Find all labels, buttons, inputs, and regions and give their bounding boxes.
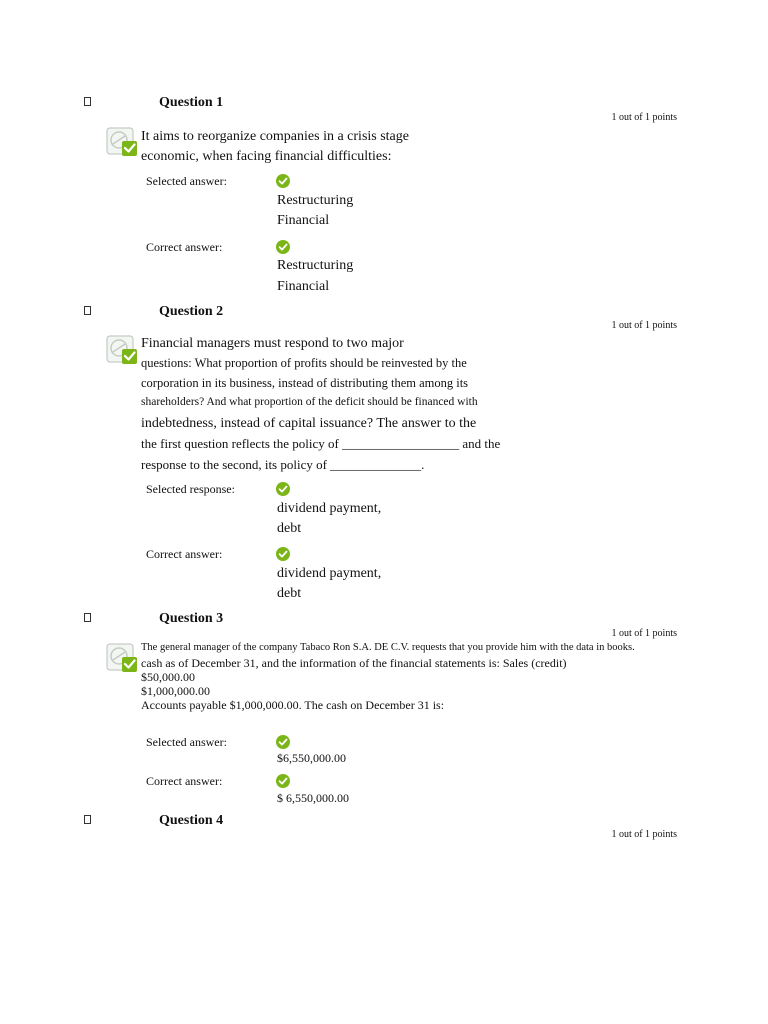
correct-answer-text: Financial (277, 279, 330, 294)
graded-correct-icon (106, 643, 138, 673)
selected-answer-text: dividend payment, (277, 501, 382, 516)
selected-answer-label: Selected answer: (146, 174, 227, 188)
graded-correct-icon (106, 127, 138, 157)
correct-answer-label: Correct answer: (146, 547, 223, 561)
question-text: The general manager of the company Tabaco Ron S.A. DE C.V. requests that you provide him with the data in books. (141, 642, 635, 653)
question-text: Financial managers must respond to two major (141, 336, 404, 351)
question-text: response to the second, its policy of ______________. (141, 457, 425, 472)
question-text: corporation in its business, instead of distributing them among its (141, 376, 469, 390)
question-points: 1 out of 1 points (611, 320, 677, 331)
graded-correct-icon (106, 335, 138, 365)
question-text: cash as of December 31, and the information of the financial statements is: Sales (credit) (141, 656, 567, 670)
question-title: Question 3 (159, 611, 224, 626)
question-text: shareholders? And what proportion of the deficit should be financed with (141, 396, 478, 408)
collapse-toggle-icon[interactable] (84, 613, 91, 622)
selected-answer-text: Financial (277, 213, 330, 228)
check-circle-icon (276, 735, 290, 749)
question-text: It aims to reorganize companies in a crisis stage (141, 129, 409, 144)
collapse-toggle-icon[interactable] (84, 97, 91, 106)
correct-answer-text: $ 6,550,000.00 (277, 791, 349, 805)
correct-answer-text: dividend payment, (277, 566, 382, 581)
question-text: economic, when facing financial difficulties: (141, 149, 392, 164)
collapse-toggle-icon[interactable] (84, 815, 91, 824)
selected-answer-label: Selected answer: (146, 735, 227, 749)
correct-answer-text: Restructuring (277, 258, 354, 273)
question-text: the first question reflects the policy of __________________ and the (141, 436, 501, 451)
correct-answer-label: Correct answer: (146, 240, 223, 254)
selected-answer-text: Restructuring (277, 193, 354, 208)
question-title: Question 1 (159, 95, 224, 110)
selected-answer-text: $6,550,000.00 (277, 751, 346, 765)
question-text: $1,000,000.00 (141, 684, 210, 698)
question-points: 1 out of 1 points (611, 829, 677, 840)
selected-answer-text: debt (277, 521, 302, 536)
collapse-toggle-icon[interactable] (84, 306, 91, 315)
question-points: 1 out of 1 points (611, 628, 677, 639)
question-points: 1 out of 1 points (611, 112, 677, 123)
question-text: indebtedness, instead of capital issuance? The answer to the (141, 416, 477, 431)
correct-answer-label: Correct answer: (146, 774, 223, 788)
question-text: Accounts payable $1,000,000.00. The cash on December 31 is: (141, 698, 445, 712)
check-circle-icon (276, 547, 290, 561)
question-title: Question 2 (159, 304, 224, 319)
correct-answer-text: debt (277, 586, 302, 601)
check-circle-icon (276, 482, 290, 496)
selected-answer-label: Selected response: (146, 482, 235, 496)
check-circle-icon (276, 774, 290, 788)
question-text: $50,000.00 (141, 670, 195, 684)
question-text: questions: What proportion of profits should be reinvested by the (141, 356, 467, 370)
check-circle-icon (276, 174, 290, 188)
check-circle-icon (276, 240, 290, 254)
question-title: Question 4 (159, 813, 224, 828)
